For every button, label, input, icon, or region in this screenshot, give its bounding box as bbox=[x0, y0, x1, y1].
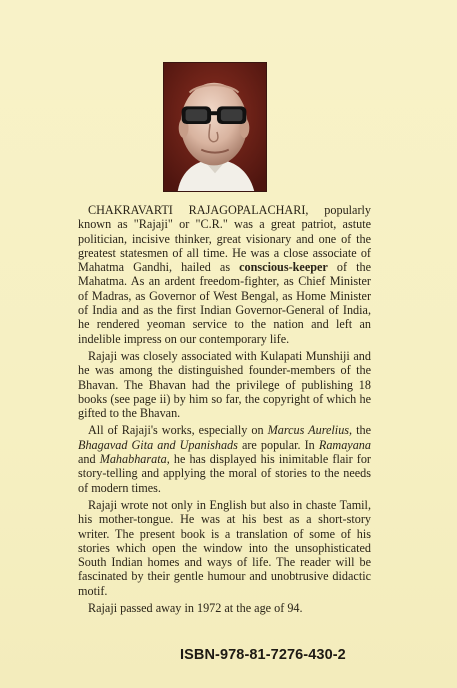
paragraph-text-segment: and bbox=[78, 452, 100, 467]
paragraph-text-segment: of the Mahatma. As an ardent freedom-fighter, as Chief Minister of Madras, as Governor of West Bengal, as Home Minister of India and as the first Indian Governor-General of India, he rendered yeoman service to the nation and left an indelible impress on our contemporary life. bbox=[78, 260, 371, 346]
paragraph-text-segment: he has displayed his inimitable flair for story-telling and applying the moral of stories to the needs of modern times. bbox=[78, 452, 371, 495]
paragraph-text-segment: Mahabharata, bbox=[99, 452, 170, 467]
paragraph-text-segment: Ramayana bbox=[318, 437, 371, 452]
paragraph-text-segment: Rajaji wrote not only in English but also in chaste Tamil, his mother-tongue. He was at his best as a short-story writer. The present book is a translation of some of his stories which open the window into the unsophisticated South Indian homes and ways of life. The reader will be fascinated by their gentle humour and unobtrusive didactic motif. bbox=[78, 497, 371, 598]
paragraph-text-segment: the bbox=[352, 423, 371, 438]
paragraph-text-segment: Bhagavad Gita and Upanishads bbox=[78, 437, 238, 452]
paragraph-text-segment: Rajaji passed away in 1972 at the age of 94. bbox=[88, 601, 303, 616]
biography-paragraph bbox=[78, 423, 371, 494]
author-biography bbox=[78, 203, 371, 618]
author-portrait bbox=[163, 62, 267, 192]
paragraph-text-segment: conscious-keeper bbox=[239, 260, 328, 275]
paragraph-text-segment: All of Rajaji's works, especially on bbox=[88, 423, 268, 438]
isbn-number: ISBN-978-81-7276-430-2 bbox=[180, 647, 346, 663]
portrait-photo-icon bbox=[164, 63, 266, 191]
paragraph-text-segment: CHAKRAVARTI RAJAGOPALACHARI, popularly known as "Rajaji" or "C.R." was a great patriot, astute politician, incisive thinker, great visionary and one of the greatest statesmen of all time. He was a close associate of Mahatma Gandhi, hailed as bbox=[78, 203, 371, 275]
biography-paragraph bbox=[78, 601, 371, 615]
biography-paragraph bbox=[78, 349, 371, 420]
paragraph-text-segment: are popular. In bbox=[237, 437, 319, 452]
biography-paragraph bbox=[78, 498, 371, 598]
paragraph-text-segment: Rajaji was closely associated with Kulapati Munshiji and he was among the distinguished founder-members of the Bhavan. The Bhavan had the privilege of publishing 18 books (see page ii) by him so far, the copyright of which he gifted to the Bhavan. bbox=[78, 348, 371, 421]
paragraph-text-segment: Marcus Aurelius, bbox=[267, 423, 353, 438]
biography-paragraph bbox=[78, 203, 371, 346]
